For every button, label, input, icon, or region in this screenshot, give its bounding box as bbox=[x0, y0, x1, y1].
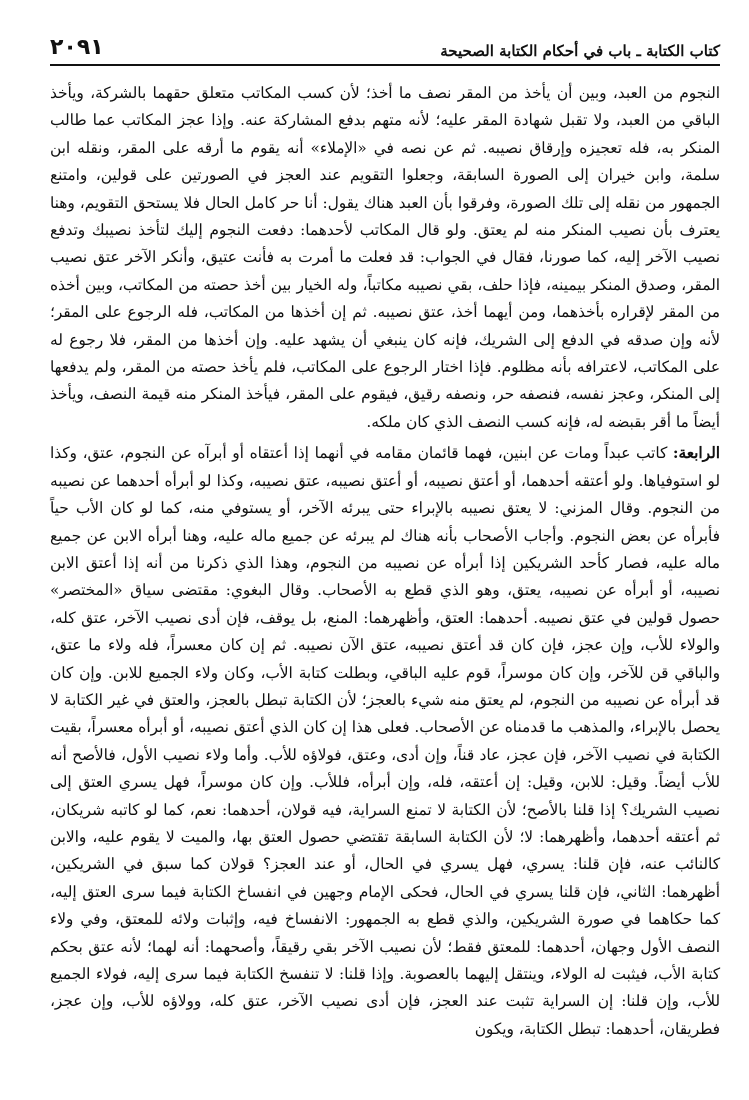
body-text bbox=[50, 80, 720, 1043]
paragraph-text: كاتب عبداً ومات عن ابنين، فهما قائمان مقامه في أنهما إذا أعتقاه أو أبرآه عن النجوم، عتق، وكذا لو استوفياها. ولو أعتقه أحدهما، أو أعتق نصيبه، أو أعتق نصيبه، عتق نصيبه، وكذا لو أبرأه أحدهما عن نصيبه من النجوم. وقال المزني: لا يعتق نصيبه بالإبراء حتى يبرئه الآخر، أو يستوفي منه، كما لو كان الأب حياً فأبرأه عن بعض النجوم. وأجاب الأصحاب بأنه هناك لم يبرئه عن جميع ماله عليه، وهنا أبرأه الابن عن جميع ماله عليه، فصار كأحد الشريكين إذا أبرأه عن نصيبه من النجوم، وهذا الذي ذكرنا من أنه إذا أعتق الابن نصيبه، أو أبرأه عن نصيبه، يعتق، وهو الذي قطع به الأصحاب. وقال البغوي: مقتضى سياق «المختصر» حصول قولين في عتق نصيبه. أحدهما: العتق، وأظهرهما: المنع، بل يوقف، فإن أدى نصيب الآخر، عتق كله، والولاء للأب، وإن عجز، فإن كان قد أعتق نصيبه، عتق الآن نصيبه. ثم إن كان معسراً، فله ولاء ما عتق، والباقي قن للآخر، وإن كان موسراً، قوم عليه الباقي، وبطلت كتابة الأب، وكان ولاء الجميع للابن. وإن كان قد أبرأه عن نصيبه من النجوم، لم يعتق منه شيء بالعجز؛ لأن الكتابة تبطل بالعجز، والعتق في غير الكتابة لا يحصل بالإبراء، والمذهب ما قدمناه عن الأصحاب. فعلى هذا إن كان الذي أعتق نصيبه، أو أبرأه معسراً، بقيت الكتابة في نصيب الآخر، فإن عجز، عاد قناً، وإن أدى، وعتق، فولاؤه للأب. وأما ولاء نصيب الأول، فالأصح أنه للأب أيضاً. وقيل: للابن، وقيل: إن أعتقه، فله، وإن أبرأه، فللأب. وإن كان موسراً، فهل يسري العتق إلى نصيب الشريك؟ إذا قلنا بالأصح؛ لأن الكتابة لا تمنع السراية، فيه قولان، أحدهما: نعم، كما لو كاتبه شريكان، ثم أعتقه أحدهما، وأظهرهما: لا؛ لأن الكتابة السابقة تقتضي حصول العتق بها، والميت لا يقوم عليه، والابن كالنائب عنه، فإن قلنا: يسري، فهل يسري في الحال، أو عند العجز؟ قولان كما سبق في الشريكين، أظهرهما: الثاني، فإن قلنا يسري في الحال، فحكى الإمام وجهين في انفساخ الكتابة فيما سرى العتق إليه، كما حكاهما في صورة الشريكين، والذي قطع به الجمهور: الانفساخ فيه، وإثبات ولائه للمعتق، وفي ولاء النصف الأول وجهان، أحدهما: للمعتق فقط؛ لأن نصيب الآخر بقي رقيقاً، وأصحهما: أنه لهما؛ لأنه عتق بحكم كتابة الأب، فيثبت له الولاء، وينتقل إليهما بالعصوبة. وإذا قلنا: لا تنفسخ الكتابة فيما سرى إليه، فولاء الجميع للأب، وإن قلنا: إن السراية تثبت عند العجز، فإن أدى نصيب الآخر، عتق كله، وولاؤه للأب، وإن عجز، فطريقان، أحدهما: تبطل الكتابة، ويكون bbox=[50, 444, 720, 1038]
page-header bbox=[50, 26, 720, 66]
paragraph bbox=[50, 80, 720, 436]
page-number: ٢٠٩١ bbox=[50, 35, 104, 60]
running-title: كتاب الكتابة ـ باب في أحكام الكتابة الصحيحة bbox=[440, 42, 720, 60]
document-page bbox=[50, 26, 720, 1086]
paragraph bbox=[50, 440, 720, 1043]
paragraph-text: النجوم من العبد، وبين أن يأخذ من المقر نصف ما أخذ؛ لأن كسب المكاتب متعلق حقهما بالشركة، ويأخذ الباقي من العبد، ولا تقبل شهادة المقر عليه؛ لأنه متهم بدفع المشاركة عنه. وإذا عجز المكاتب عما طالب المنكر به، فله تعجيزه وإرقاق نصيبه. ثم عن نصه في «الإملاء» أنه يقوم ما أرقه على المقر، ونقله ابن سلمة، وابن خيران إلى الصورة السابقة، وجعلوا التقويم عند العجز في الصورتين على قولين، وامتنع الجمهور من نقله إلى تلك الصورة، وفرقوا بأن العبد هناك يقول: أنا حر كامل الحال فلا يستحق التقويم، وهنا يعترف بأن نصيب المنكر منه لم يعتق. ولو قال المكاتب لأحدهما: دفعت النجوم إليك لتأخذ نصيبك وتدفع نصيب الآخر إليه، كما صورنا، فقال في الجواب: قد فعلت ما أمرت به فأنت عتيق، وأنكر الآخر عتق نصيب المقر، وصدق المنكر بيمينه، فإذا حلف، بقي نصيبه مكاتباً، وله الخيار بين أخذ حصته من المكاتب، وبين أخذه من المقر لإقراره بأخذهما، ومن أيهما أخذ، عتق نصيبه. ثم إن أخذها من المكاتب، فله الرجوع على المقر؛ لأنه وإن صدقه في الدفع إلى الشريك، فإنه كان ينبغي أن يشهد عليه. وإن أخذها من المقر، فلا رجوع له على المكاتب، لاعترافه بأنه مظلوم. فإذا اختار الرجوع على المكاتب، فلم يأخذ حصته من المقر، ولم يدفعها إلى المنكر، وعجز نفسه، فنصفه حر، ونصفه رقيق، فيقوم على المقر، فيأخذ المنكر منه قيمة النصف، ويأخذ أيضاً ما أقر بقبضه له، فإنه كسب النصف الذي كان ملكه. bbox=[50, 84, 720, 431]
paragraph-lead-in: الرابعة: bbox=[672, 444, 720, 463]
